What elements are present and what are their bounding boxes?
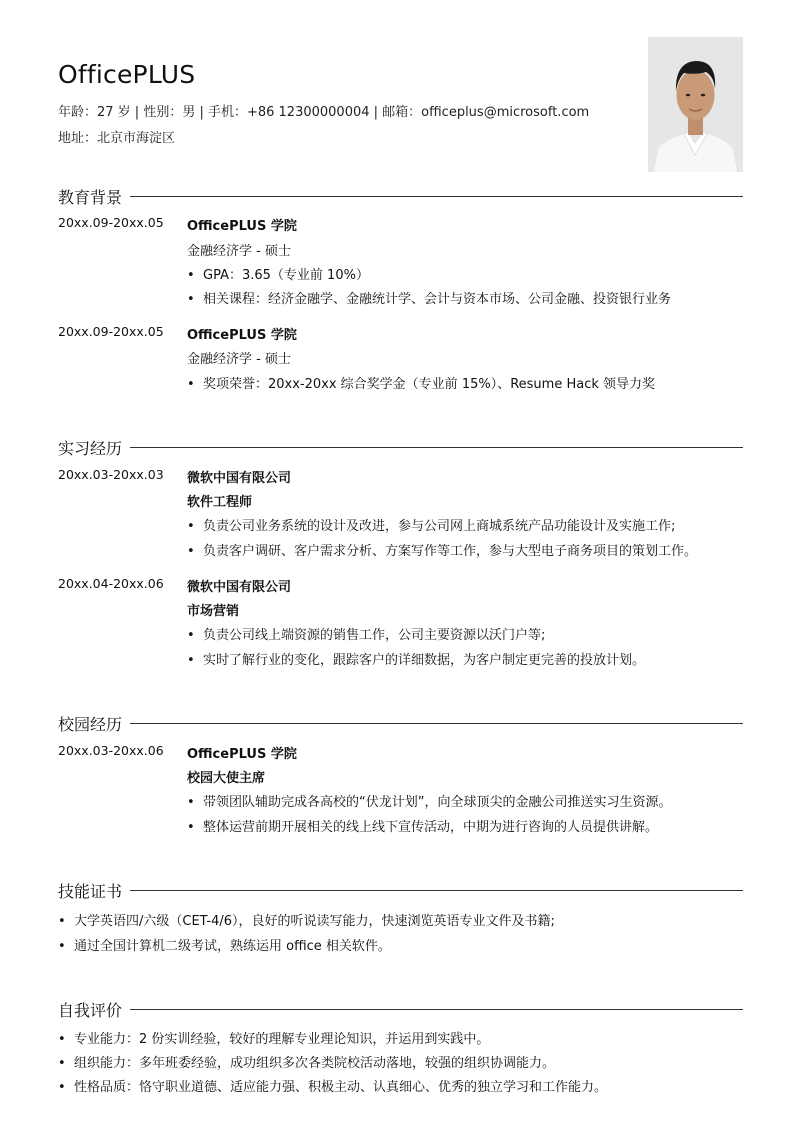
section-title: 教育背景 [58,187,123,207]
entry-date: 20xx.09-20xx.05 [58,324,164,339]
job-role: 软件工程师 [187,495,253,510]
bullet-icon: • [187,268,195,283]
list-item: • 奖项荣誉：20xx-20xx 综合奖学金（专业前 15%）、Resume Hack 领导力奖 [187,377,656,392]
list-item: • 实时了解行业的变化，跟踪客户的详细数据，为客户制定更完善的投放计划。 [187,653,646,668]
degree: 金融经济学 - 硕士 [187,244,291,259]
bullet-icon: • [187,653,195,668]
section-rule [130,196,743,197]
job-role: 市场营销 [187,604,240,619]
section-skills [58,879,743,901]
bullet-icon: • [187,544,195,559]
list-item: • 带领团队辅助完成各高校的“伏龙计划”，向全球顶尖的金融公司推送实习生资源。 [187,795,672,810]
list-item: • 相关课程：经济金融学、金融统计学、会计与资本市场、公司金融、投资银行业务 [187,292,672,307]
address-info: 地址：北京市海淀区 [58,131,176,146]
section-rule [130,1009,743,1010]
entry-date: 20xx.09-20xx.05 [58,215,164,230]
bullet-icon: • [187,628,195,643]
list-item: • 大学英语四/六级（CET-4/6），良好的听说读写能力，快速浏览英语专业文件及书籍; [58,914,555,929]
bullet-icon: • [187,292,195,307]
list-item: • 专业能力：2 份实训经验，较好的理解专业理论知识，并运用到实践中。 [58,1032,490,1047]
entry-date: 20xx.03-20xx.06 [58,743,164,758]
bullet-icon: • [58,1080,66,1095]
section-title: 技能证书 [58,881,123,901]
section-rule [130,447,743,448]
contact-info: 年龄：27 岁 | 性别：男 | 手机：+86 12300000004 | 邮箱：officeplus@microsoft.com [58,105,590,120]
profile-photo [648,37,743,172]
company-name: 微软中国有限公司 [187,580,292,595]
section-title: 校园经历 [58,714,123,734]
bullet-icon: • [58,939,66,954]
list-item: • 组织能力：多年班委经验，成功组织多次各类院校活动落地，较强的组织协调能力。 [58,1056,556,1071]
section-rule [130,890,743,891]
list-item: • 通过全国计算机二级考试，熟练运用 office 相关软件。 [58,939,391,954]
campus-role: 校园大使主席 [187,771,266,786]
section-education [58,185,743,207]
degree: 金融经济学 - 硕士 [187,352,291,367]
list-item: • 负责公司业务系统的设计及改进，参与公司网上商城系统产品功能设计及实施工作; [187,519,676,534]
school-name: OfficePLUS 学院 [187,328,297,343]
bullet-icon: • [187,519,195,534]
list-item: • 整体运营前期开展相关的线上线下宣传活动，中期为进行咨询的人员提供讲解。 [187,820,659,835]
bullet-icon: • [58,1032,66,1047]
section-internship [58,436,743,458]
list-item: • 负责客户调研、客户需求分析、方案写作等工作，参与大型电子商务项目的策划工作。 [187,544,698,559]
company-name: 微软中国有限公司 [187,471,292,486]
section-rule [130,723,743,724]
school-name: OfficePLUS 学院 [187,219,297,234]
list-item: • GPA：3.65（专业前 10%） [187,268,369,283]
org-name: OfficePLUS 学院 [187,747,297,762]
list-item: • 性格品质：恪守职业道德、适应能力强、积极主动、认真细心、优秀的独立学习和工作能力。 [58,1080,608,1095]
entry-date: 20xx.04-20xx.06 [58,576,164,591]
section-title: 实习经历 [58,438,123,458]
section-campus [58,712,743,734]
section-self-evaluation [58,998,743,1020]
entry-date: 20xx.03-20xx.03 [58,467,164,482]
bullet-icon: • [58,1056,66,1071]
bullet-icon: • [187,795,195,810]
bullet-icon: • [187,377,195,392]
candidate-name: OfficePLUS [58,60,196,89]
bullet-icon: • [187,820,195,835]
section-title: 自我评价 [58,1000,123,1020]
list-item: • 负责公司线上端资源的销售工作，公司主要资源以沃门户等; [187,628,546,643]
bullet-icon: • [58,914,66,929]
